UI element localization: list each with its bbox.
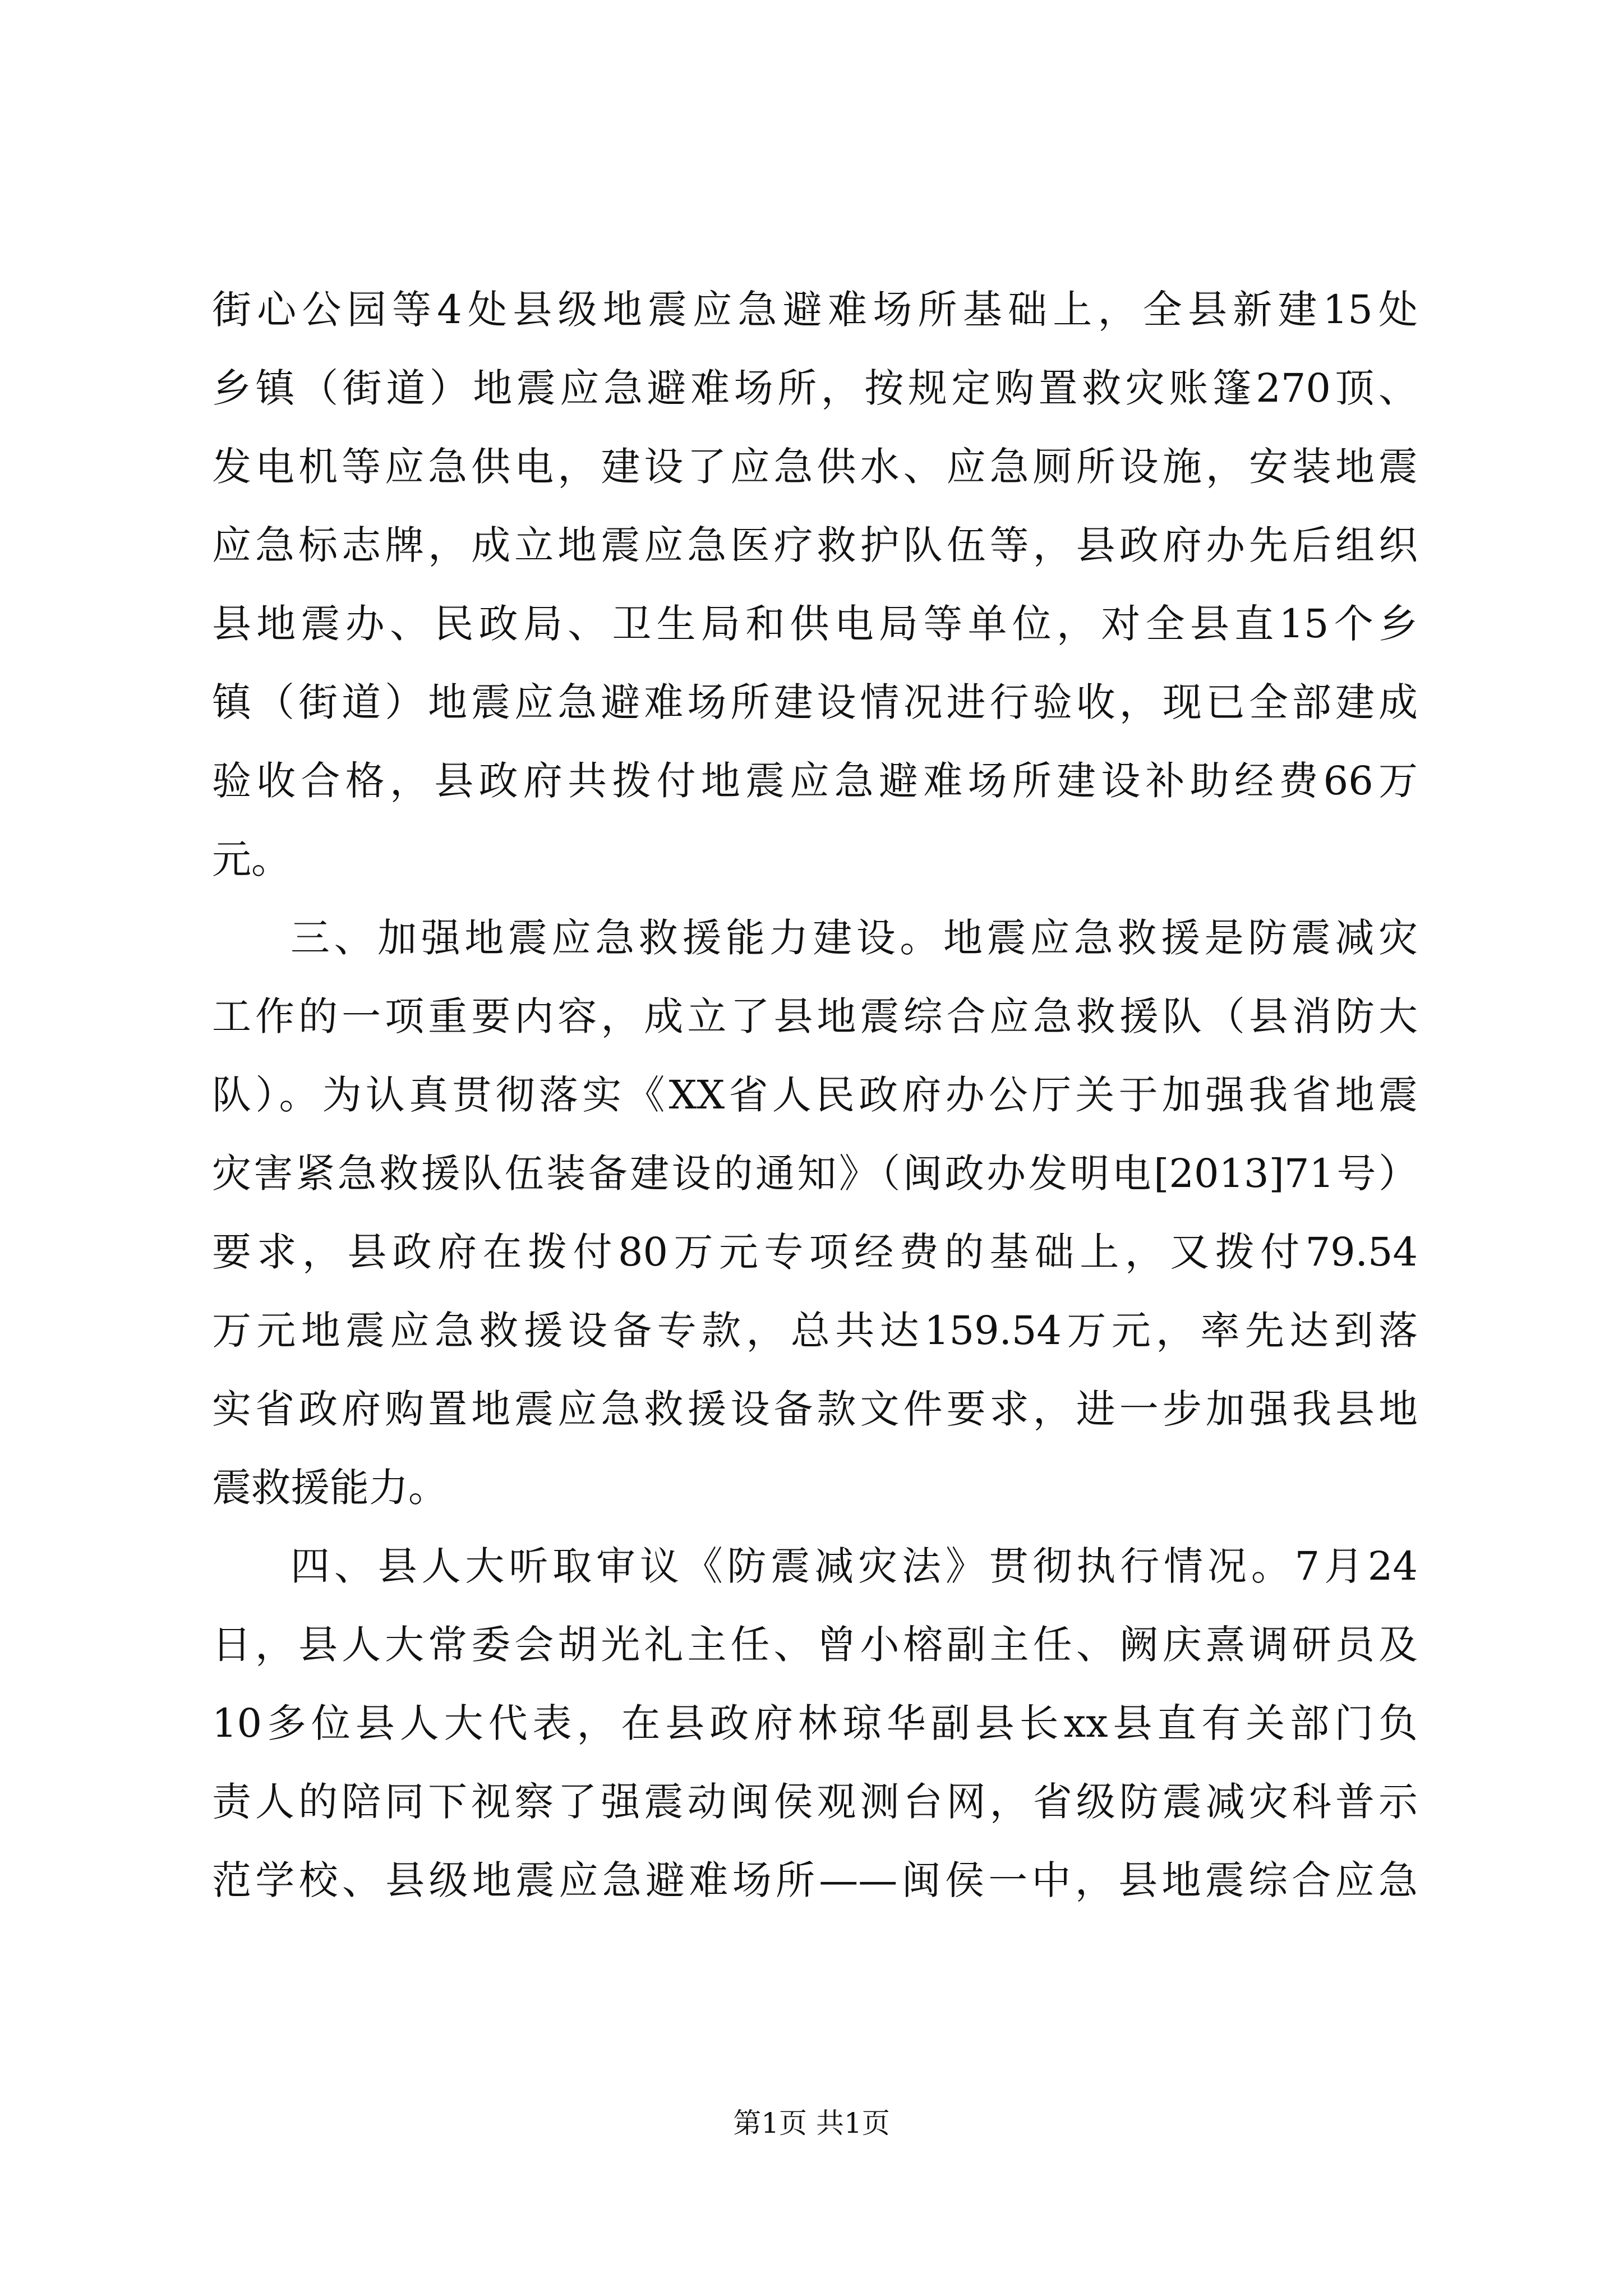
text-line: 元。 <box>212 836 291 882</box>
text-line: 万元地震应急救援设备专款，总共达159.54万元，率先达到落 <box>212 1308 1418 1354</box>
text-line: 乡镇（街道）地震应急避难场所，按规定购置救灾账篷270顶、 <box>212 365 1418 411</box>
text-line: 震救援能力。 <box>212 1465 448 1511</box>
text-line: 范学校、县级地震应急避难场所——闽侯一中，县地震综合应急 <box>212 1857 1418 1903</box>
text-line: 街心公园等4处县级地震应急避难场所基础上，全县新建15处 <box>212 287 1418 333</box>
text-line: 责人的陪同下视察了强震动闽侯观测台网，省级防震减灾科普示 <box>212 1779 1418 1825</box>
text-line: 灾害紧急救援队伍装备建设的通知》（闽政办发明电[2013]71号） <box>212 1151 1418 1197</box>
text-line: 发电机等应急供电，建设了应急供水、应急厕所设施，安装地震 <box>212 444 1418 490</box>
text-line: 镇（街道）地震应急避难场所建设情况进行验收，现已全部建成 <box>212 679 1418 725</box>
text-line: 县地震办、民政局、卫生局和供电局等单位，对全县直15个乡 <box>212 601 1418 647</box>
text-line: 日，县人大常委会胡光礼主任、曾小榕副主任、阙庆熹调研员及 <box>212 1622 1418 1668</box>
text-line: 应急标志牌，成立地震应急医疗救护队伍等，县政府办先后组织 <box>212 522 1418 568</box>
page-footer: 第1页 共1页 <box>733 2107 890 2139</box>
text-line: 10多位县人大代表，在县政府林琼华副县长xx县直有关部门负 <box>212 1700 1418 1746</box>
text-line: 验收合格，县政府共拨付地震应急避难场所建设补助经费66万 <box>212 758 1418 804</box>
text-line: 要求，县政府在拨付80万元专项经费的基础上，又拨付79.54 <box>212 1229 1418 1275</box>
paragraph-heading-4: 四、县人大听取审议《防震减灾法》贯彻执行情况。7月24 <box>291 1543 1418 1589</box>
text-line: 实省政府购置地震应急救援设备款文件要求，进一步加强我县地 <box>212 1386 1418 1432</box>
text-line: 队）。为认真贯彻落实《XX省人民政府办公厅关于加强我省地震 <box>212 1072 1418 1118</box>
text-line: 工作的一项重要内容，成立了县地震综合应急救援队（县消防大 <box>212 993 1418 1039</box>
paragraph-heading-3: 三、加强地震应急救援能力建设。地震应急救援是防震减灾 <box>291 915 1418 961</box>
